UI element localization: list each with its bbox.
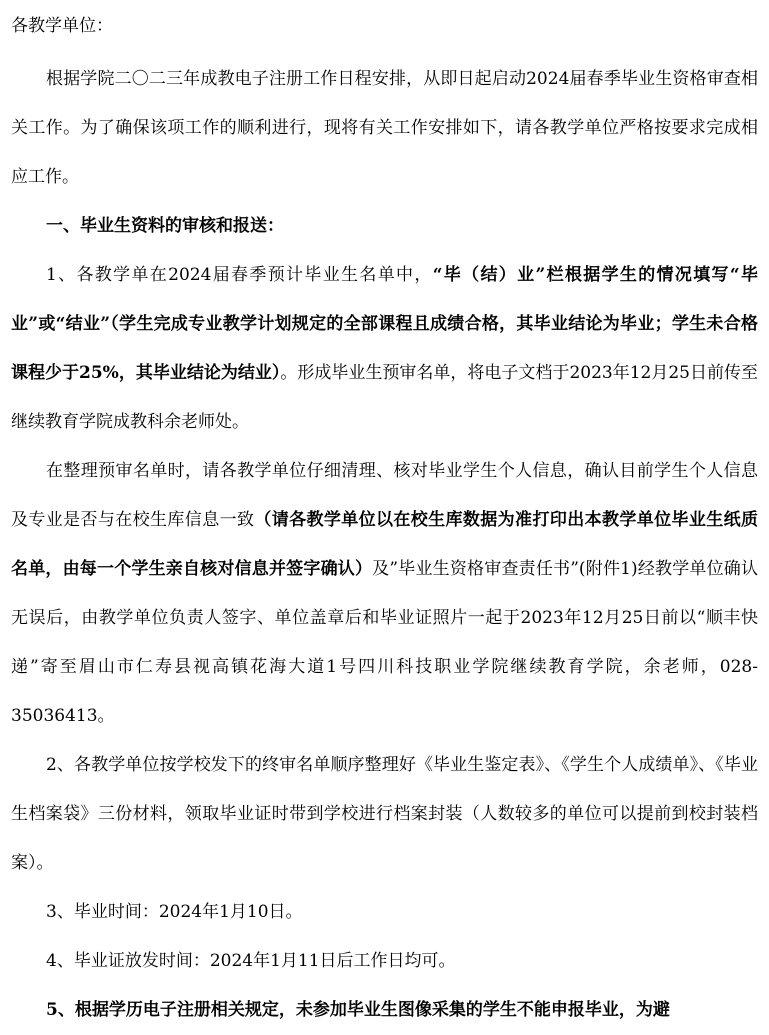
item-1-bold: “毕（结）业”栏根据学生的情况填写“毕业”或“结业”（学生完成专业教学计划规定的全部课程且成绩合格，其毕业结论为毕业；学生未合格课程少于25%，其毕业结论为结业） [11, 265, 758, 383]
salutation: 各教学单位： [11, 16, 113, 36]
item-3-paragraph: 3、毕业时间：2024年1月10日。 [46, 902, 303, 922]
item-2-paragraph: 2、各教学单位按学校发下的终审名单顺序整理好《毕业生鉴定表》、《学生个人成绩单》、《毕业生档案袋》三份材料，领取毕业证时带到学校进行档案封装（人数较多的单位可以提前到校封装档案）。 [11, 755, 758, 873]
intro-paragraph: 根据学院二〇二三年成教电子注册工作日程安排，从即日起启动2024届春季毕业生资格审查相关工作。为了确保该项工作的顺利进行，现将有关工作安排如下，请各教学单位严格按要求完成相应工作。 [11, 69, 758, 187]
review-tail: 及”毕业生资格审查责任书”(附件1)经教学单位确认无误后，由教学单位负责人签字、单位盖章后和毕业证照片一起于2023年12月25日前以“顺丰快递”寄至眉山市仁寿县视高镇花海大道1号四川科技职业学院继续教育学院，余老师，028-35036413。 [11, 559, 758, 726]
review-lead: 在整理预审名单时，请各教学单位仔细清理、核对毕业学生个人信息，确认目前学生个人信息及专业是否与在校生库信息一致 [11, 461, 758, 530]
item-5-paragraph: 5、根据学历电子注册相关规定，未参加毕业生图像采集的学生不能申报毕业，为避 [46, 1000, 670, 1020]
item-1-paragraph [11, 251, 758, 447]
review-paragraph [11, 447, 758, 741]
review-bold: （请各教学单位以在校生库数据为准打印出本教学单位毕业生纸质名单，由每一个学生亲自核对信息并签字确认） [11, 510, 759, 579]
item-1-lead: 1、各教学单在2024届春季预计毕业生名单中， [46, 265, 433, 285]
item-4-paragraph: 4、毕业证放发时间：2024年1月11日后工作日均可。 [46, 951, 456, 971]
section-1-heading: 一、毕业生资料的审核和报送： [46, 216, 284, 236]
item-1-tail: 。形成毕业生预审名单，将电子文档于2023年12月25日前传至继续教育学院成教科余老师处。 [11, 363, 758, 432]
